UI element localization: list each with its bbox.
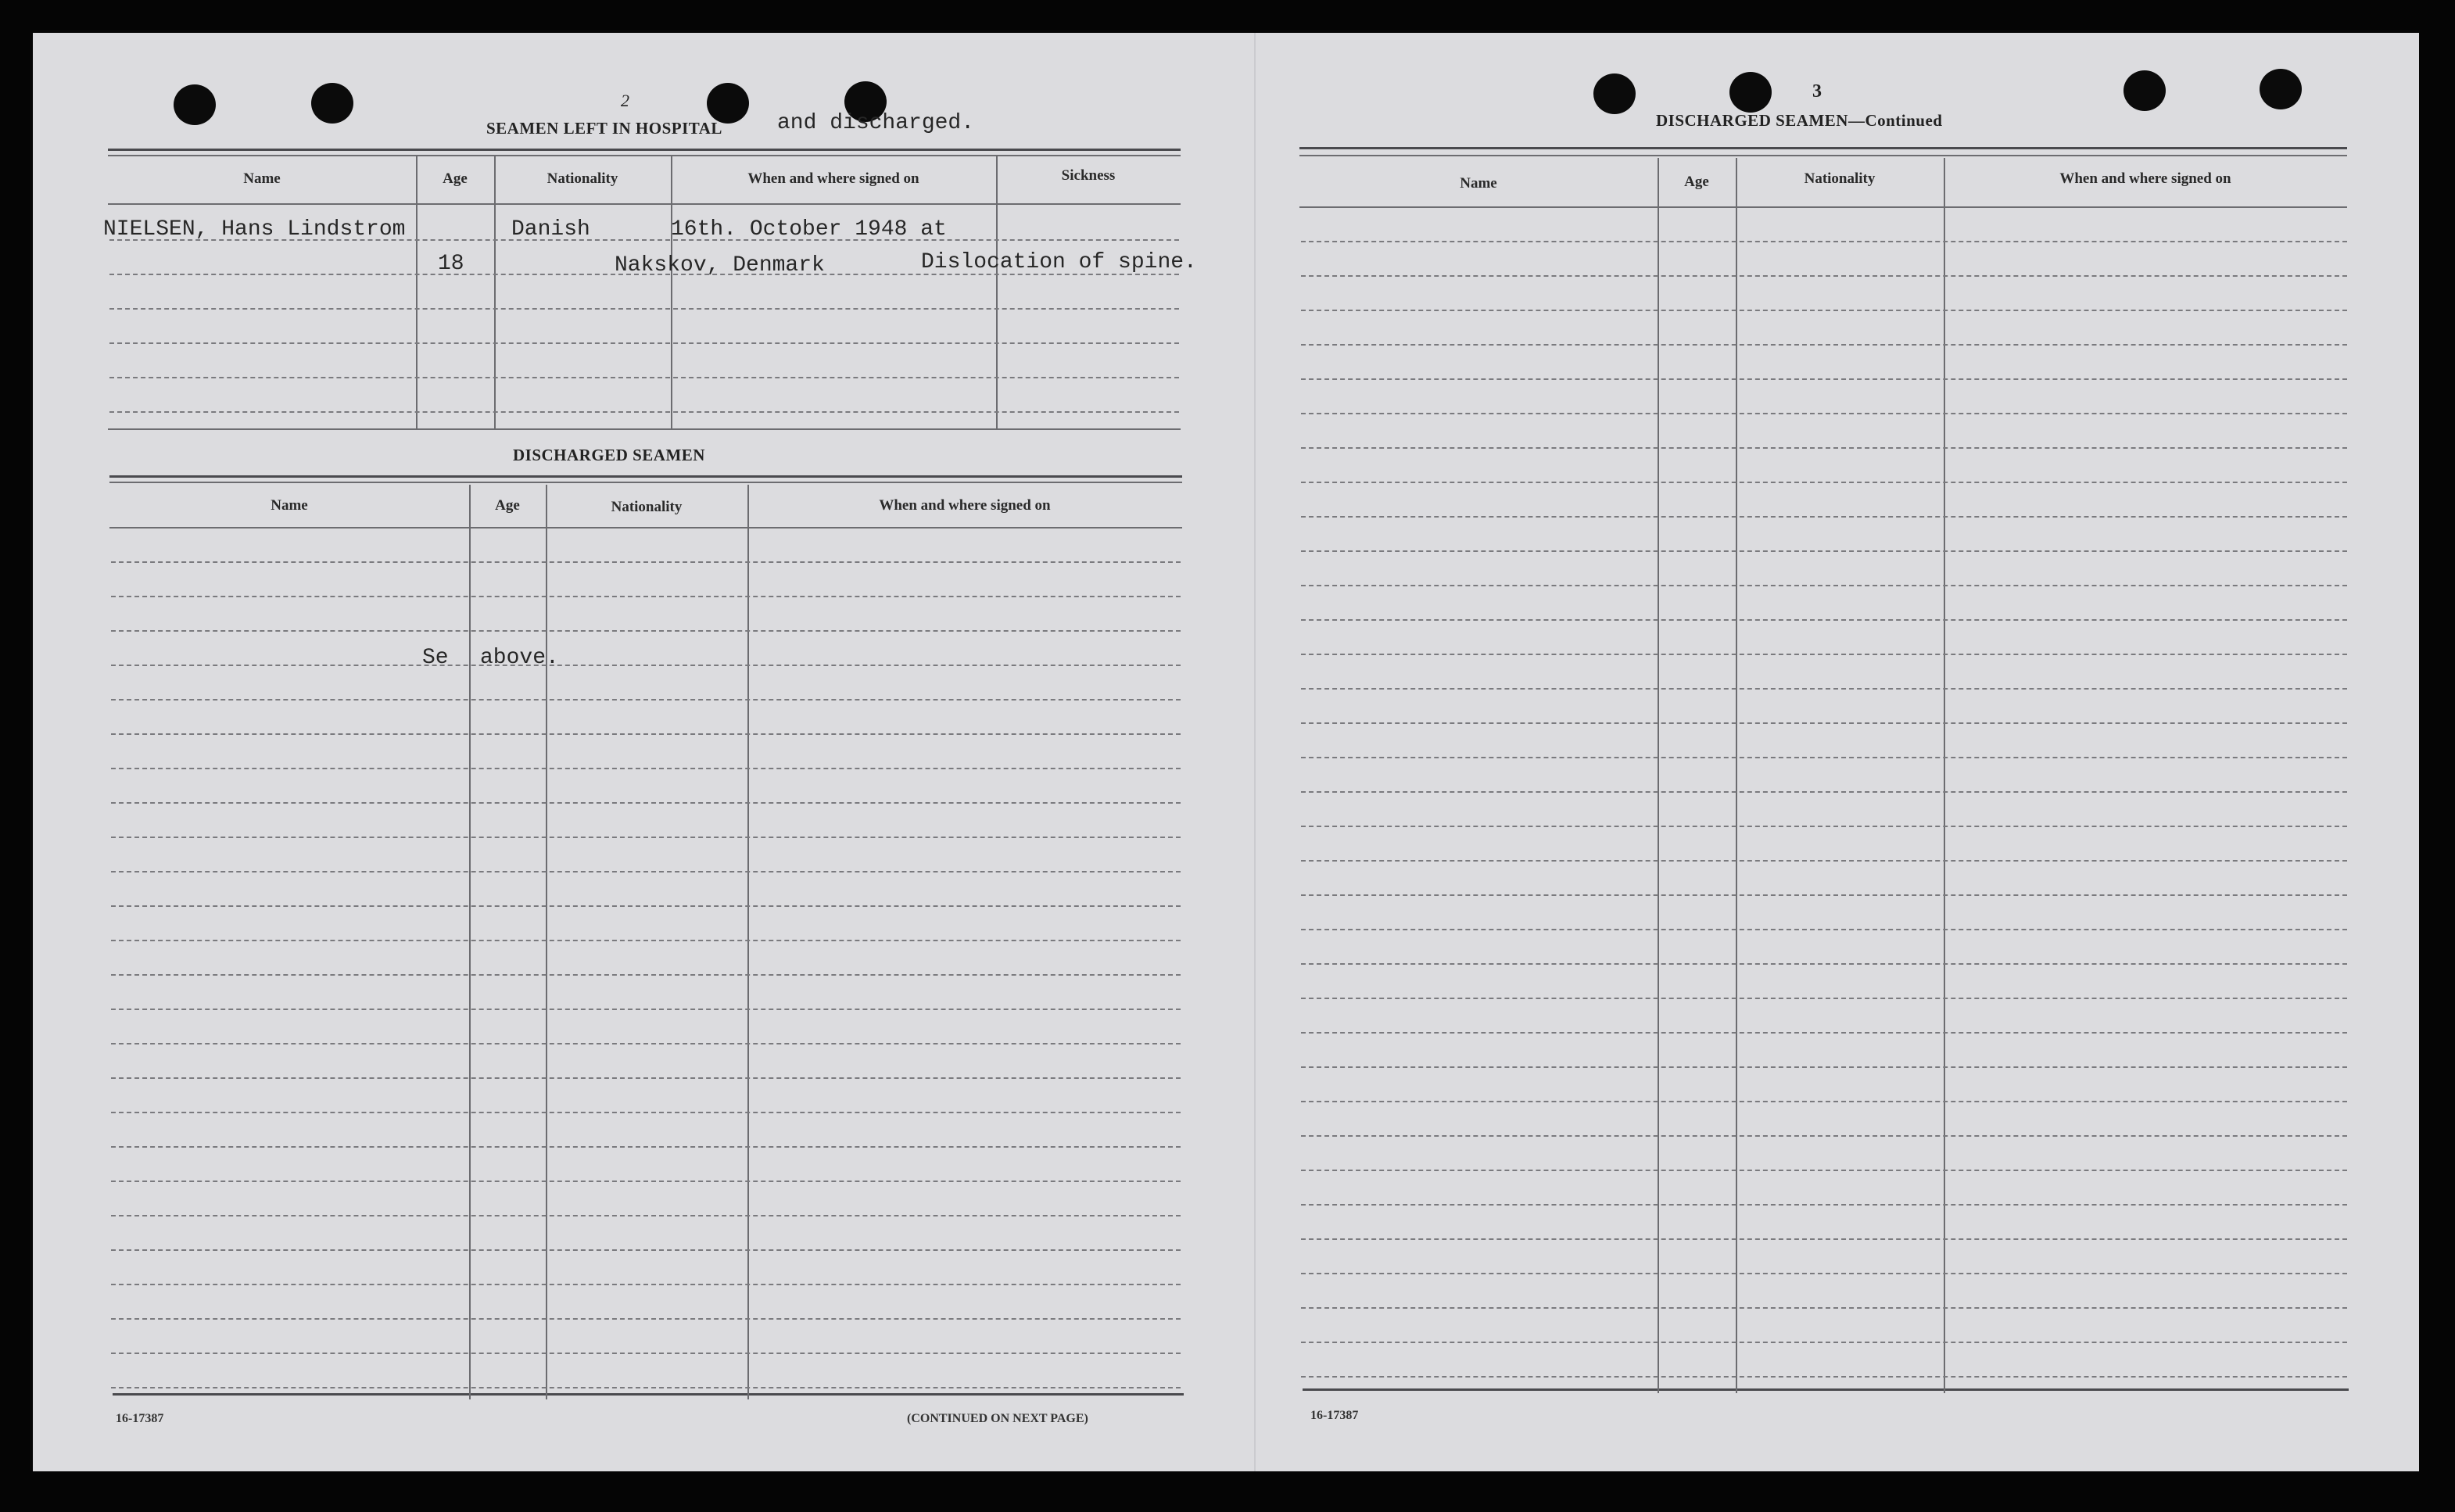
ruled-line bbox=[1301, 860, 2347, 862]
ruled-line bbox=[1301, 1342, 2347, 1343]
punch-hole bbox=[311, 83, 353, 124]
discharged-table-header-rule bbox=[109, 527, 1182, 528]
right-page-number: 3 bbox=[1812, 81, 1822, 102]
ruled-line bbox=[111, 1284, 1181, 1285]
ruled-line bbox=[111, 768, 1181, 769]
ruled-line bbox=[1301, 241, 2347, 242]
ruled-line bbox=[1301, 310, 2347, 311]
hospital-title-typed-addition: and discharged. bbox=[777, 111, 975, 135]
note-part-1: Se bbox=[422, 646, 449, 670]
hospital-col-name: Name bbox=[243, 170, 281, 187]
ruled-line bbox=[1301, 1376, 2347, 1378]
ruled-line bbox=[111, 1249, 1181, 1251]
hospital-col-nationality: Nationality bbox=[547, 170, 618, 187]
register-sheet bbox=[33, 33, 2419, 1471]
discharged-col-divider bbox=[546, 485, 547, 1399]
hospital-col-divider bbox=[996, 155, 998, 430]
right-col-divider bbox=[1944, 158, 1945, 1393]
right-col-nationality: Nationality bbox=[1804, 170, 1876, 187]
ruled-line bbox=[111, 1043, 1181, 1044]
ruled-line bbox=[1301, 1066, 2347, 1068]
right-col-divider bbox=[1658, 158, 1659, 1393]
entry-nationality: Danish bbox=[511, 217, 590, 242]
right-col-signed-on: When and where signed on bbox=[2059, 170, 2231, 187]
ruled-line bbox=[111, 1077, 1181, 1079]
ruled-line bbox=[1301, 929, 2347, 930]
hospital-col-divider bbox=[416, 155, 418, 430]
hospital-table-top-rule bbox=[108, 149, 1181, 151]
discharged-table-bottom-rule bbox=[113, 1393, 1184, 1396]
ruled-line bbox=[1301, 963, 2347, 965]
ruled-line bbox=[1301, 1307, 2347, 1309]
ruled-line bbox=[1301, 516, 2347, 518]
ruled-line bbox=[1301, 275, 2347, 277]
hospital-col-divider bbox=[494, 155, 496, 430]
ruled-line bbox=[109, 411, 1179, 413]
ruled-line bbox=[1301, 1032, 2347, 1034]
ruled-line bbox=[111, 1318, 1181, 1320]
ruled-line bbox=[1301, 1204, 2347, 1206]
punch-hole bbox=[707, 83, 749, 124]
ruled-line bbox=[1301, 722, 2347, 724]
ruled-line bbox=[1301, 1101, 2347, 1102]
ruled-line bbox=[111, 630, 1181, 632]
hospital-table-top-rule-2 bbox=[108, 155, 1181, 156]
entry-signed-on-line1: 16th. October 1948 at bbox=[671, 217, 947, 242]
ruled-line bbox=[109, 308, 1179, 310]
right-col-divider bbox=[1736, 158, 1737, 1393]
ruled-line bbox=[111, 699, 1181, 700]
punch-hole bbox=[174, 84, 216, 125]
page-fold bbox=[1254, 33, 1256, 1471]
ruled-line bbox=[111, 1353, 1181, 1354]
ruled-line bbox=[1301, 654, 2347, 655]
discharged-col-divider bbox=[469, 485, 471, 1399]
ruled-line bbox=[111, 871, 1181, 872]
hospital-col-signed-on: When and where signed on bbox=[747, 170, 919, 187]
hospital-col-sickness: Sickness bbox=[1061, 167, 1116, 184]
ruled-line bbox=[1301, 998, 2347, 999]
ruled-line bbox=[111, 905, 1181, 907]
right-table-bottom-rule bbox=[1303, 1388, 2349, 1391]
right-table-top-rule bbox=[1299, 147, 2347, 149]
right-table-top-rule-2 bbox=[1299, 155, 2347, 156]
right-col-age: Age bbox=[1684, 174, 1709, 190]
right-col-name: Name bbox=[1460, 175, 1497, 192]
ruled-line bbox=[1301, 1273, 2347, 1274]
ruled-line bbox=[1301, 688, 2347, 690]
ruled-line bbox=[111, 596, 1181, 597]
ruled-line bbox=[1301, 344, 2347, 346]
ruled-line bbox=[111, 733, 1181, 735]
punch-hole bbox=[2123, 70, 2166, 111]
ruled-line bbox=[1301, 378, 2347, 380]
discharged-col-signed-on: When and where signed on bbox=[879, 497, 1051, 514]
ruled-line bbox=[111, 1181, 1181, 1182]
punch-hole bbox=[2260, 69, 2302, 109]
ruled-line bbox=[109, 377, 1179, 378]
ruled-line bbox=[111, 974, 1181, 976]
punch-hole bbox=[1729, 72, 1772, 113]
ruled-line bbox=[1301, 619, 2347, 621]
note-part-2: above. bbox=[480, 646, 559, 670]
right-page-title: DISCHARGED SEAMEN—Continued bbox=[1656, 111, 1943, 130]
ruled-line bbox=[109, 342, 1179, 344]
ruled-line bbox=[1301, 826, 2347, 827]
ruled-line bbox=[111, 1146, 1181, 1148]
ruled-line bbox=[1301, 482, 2347, 483]
discharged-col-nationality: Nationality bbox=[611, 499, 683, 515]
ruled-line bbox=[111, 561, 1181, 563]
hospital-col-age: Age bbox=[443, 170, 468, 187]
ruled-line bbox=[1301, 585, 2347, 586]
continued-note: (CONTINUED ON NEXT PAGE) bbox=[907, 1412, 1088, 1425]
ruled-line bbox=[1301, 791, 2347, 793]
discharged-col-age: Age bbox=[495, 497, 520, 514]
ruled-line bbox=[1301, 447, 2347, 449]
entry-signed-on-line2: Nakskov, Denmark bbox=[615, 253, 825, 278]
ruled-line bbox=[1301, 1170, 2347, 1171]
ruled-line bbox=[111, 837, 1181, 838]
ruled-line bbox=[1301, 894, 2347, 896]
ruled-line bbox=[111, 802, 1181, 804]
ruled-line bbox=[1301, 1135, 2347, 1137]
hospital-col-divider bbox=[671, 155, 672, 430]
discharged-col-name: Name bbox=[271, 497, 308, 514]
hospital-table-bottom-rule bbox=[108, 428, 1181, 430]
ruled-line bbox=[111, 1112, 1181, 1113]
ruled-line bbox=[1301, 1238, 2347, 1240]
ruled-line bbox=[111, 1215, 1181, 1216]
ruled-line bbox=[111, 1387, 1181, 1388]
discharged-col-divider bbox=[747, 485, 749, 1399]
right-form-number: 16-17387 bbox=[1310, 1409, 1359, 1422]
right-table-header-rule bbox=[1299, 206, 2347, 208]
ruled-line bbox=[1301, 757, 2347, 758]
discharged-table-top-rule bbox=[109, 475, 1182, 478]
ruled-line bbox=[111, 665, 1181, 666]
punch-hole bbox=[1593, 73, 1636, 114]
discharged-table-top-rule-2 bbox=[109, 482, 1182, 483]
ruled-line bbox=[111, 1009, 1181, 1010]
ruled-line bbox=[111, 940, 1181, 941]
ruled-line bbox=[1301, 550, 2347, 552]
left-form-number: 16-17387 bbox=[116, 1412, 164, 1425]
discharged-section-title: DISCHARGED SEAMEN bbox=[513, 446, 705, 464]
left-page-number: 2 bbox=[621, 91, 629, 110]
entry-age: 18 bbox=[438, 252, 464, 276]
hospital-section-title: SEAMEN LEFT IN HOSPITAL bbox=[486, 119, 722, 138]
entry-sickness: Dislocation of spine. bbox=[921, 250, 1197, 274]
hospital-table-header-rule bbox=[108, 203, 1181, 205]
entry-name: NIELSEN, Hans Lindstrom bbox=[103, 217, 406, 242]
ruled-line bbox=[1301, 413, 2347, 414]
